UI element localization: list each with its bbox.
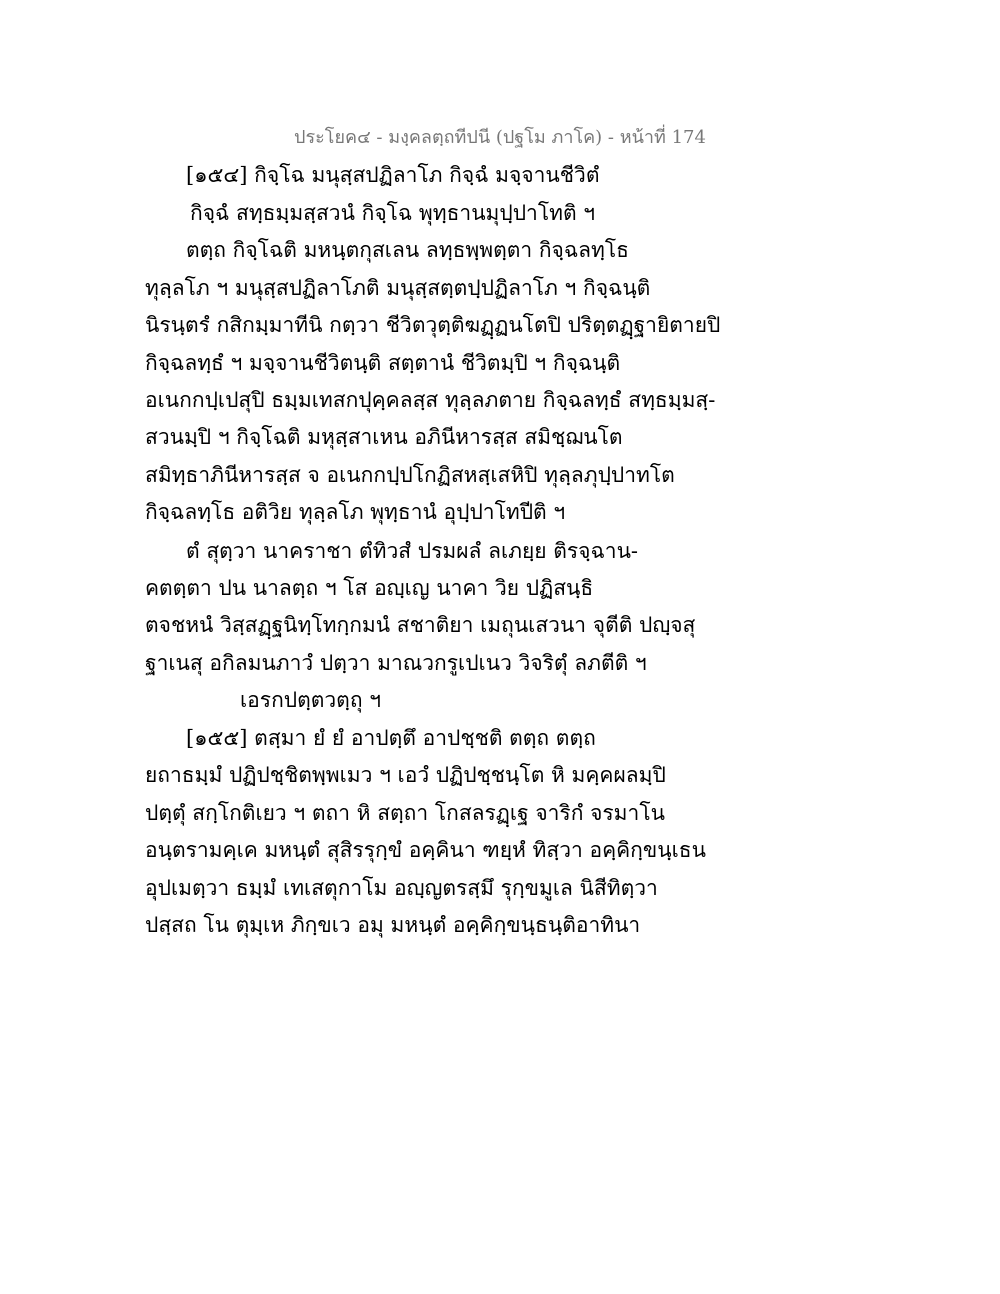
verse-line-1: [๑๕๔] กิจฺโฉ มนุสฺสปฏิลาโภ กิจฺฉํ มจฺจานชีวิตํ — [186, 163, 600, 187]
text-line: ทุลฺลโภ ฯ มนุสฺสปฏิลาโภติ มนุสฺสตฺตปฺปฏิลาโภ ฯ กิจฺฉนฺติ — [145, 276, 651, 300]
text-line: กิจฺฉลทฺธํ ฯ มจฺจานชีวิตนฺติ สตฺตานํ ชีวิตมฺปิ ฯ กิจฺฉนฺติ — [145, 351, 621, 375]
text-line: กิจฺฉลทฺโธ อติวิย ทุลฺลโภ พุทฺธานํ อุปฺปาโทปีติ ฯ — [145, 500, 566, 524]
text-line: สมิทฺธาภินีหารสฺส จ อเนกกปฺปโกฏิสหสฺเสหิปิ ทุลฺลภุปฺปาทโต — [145, 463, 675, 487]
text-line: นิรนฺตรํ กสิกมฺมาทีนิ กตฺวา ชีวิตวุตฺติฆฏฺฏนโตปิ ปริตฺตฏฺฐายิตายปิ — [145, 313, 721, 337]
running-header: ประโยค๔ - มงฺคลตฺถทีปนี (ปฐโม ภาโค) - หน้าที่ 174 — [294, 127, 706, 148]
text-line: อุปเมตฺวา ธมฺมํ เทเสตุกาโม อญฺญตรสฺมึ รุกฺขมูเล นิสีทิตฺวา — [145, 876, 658, 900]
text-line: ยถาธมฺมํ ปฏิปชฺชิตพฺพเมว ฯ เอวํ ปฏิปชฺชนฺโต หิ มคฺคผลมฺปิ — [145, 763, 666, 787]
verse-line-2: กิจฺฉํ สทฺธมฺมสฺสวนํ กิจฺโฉ พุทฺธานมุปฺปาโทติ ฯ — [190, 201, 596, 225]
text-line: ฐาเนสุ อกิลมนภาวํ ปตฺวา มาณวกรูเปเนว วิจริตุํ ลภตีติ ฯ — [145, 651, 647, 675]
text-line: อเนกกปฺเปสุปิ ธมฺมเทสกปุคฺคลสฺส ทุลฺลภตาย กิจฺฉลทฺธํ สทฺธมฺมสฺ- — [145, 388, 716, 412]
text-line: คตตฺตา ปน นาลตฺถ ฯ โส อญฺเญ นาคา วิย ปฏิสนฺธิ — [145, 576, 594, 600]
text-line: อนฺตรามคฺเค มหนฺตํ สุสิรรุกฺขํ อคฺคินา ฑยฺหํ ทิสฺวา อคฺคิกฺขนฺเธน — [145, 838, 706, 862]
text-line: ปตฺตุํ สกฺโกติเยว ฯ ตถา หิ สตฺถา โกสลรฏฺเฐ จาริกํ จรมาโน — [145, 801, 665, 825]
text-line: [๑๕๕] ตสฺมา ยํ ยํ อาปตฺตึ อาปชฺชติ ตตฺถ ตตฺถ — [186, 726, 596, 750]
text-line: ตํ สุตฺวา นาคราชา ตํทิวสํ ปรมผลํ ลเภยฺย ติรจฺฉาน- — [186, 539, 639, 563]
text-line: ปสฺสถ โน ตุมฺเห ภิกฺขเว อมุ มหนฺตํ อคฺคิกฺขนฺธนฺติอาทินา — [145, 913, 641, 937]
text-line: ตตฺถ กิจฺโฉติ มหนฺตกุสเลน ลทฺธพฺพตฺตา กิจฺฉลทฺโธ — [186, 238, 629, 262]
text-line: ตจชหนํ วิสฺสฏฺฐนิทฺโทกฺกมนํ สชาติยา เมถุนเสวนา จุตีติ ปญฺจสุ — [145, 613, 696, 637]
text-line: สวนมฺปิ ฯ กิจฺโฉติ มหุสฺสาเหน อภินีหารสฺส สมิชฺฌนโต — [145, 425, 623, 449]
story-title: เอรกปตฺตวตฺถุ ฯ — [240, 688, 382, 712]
